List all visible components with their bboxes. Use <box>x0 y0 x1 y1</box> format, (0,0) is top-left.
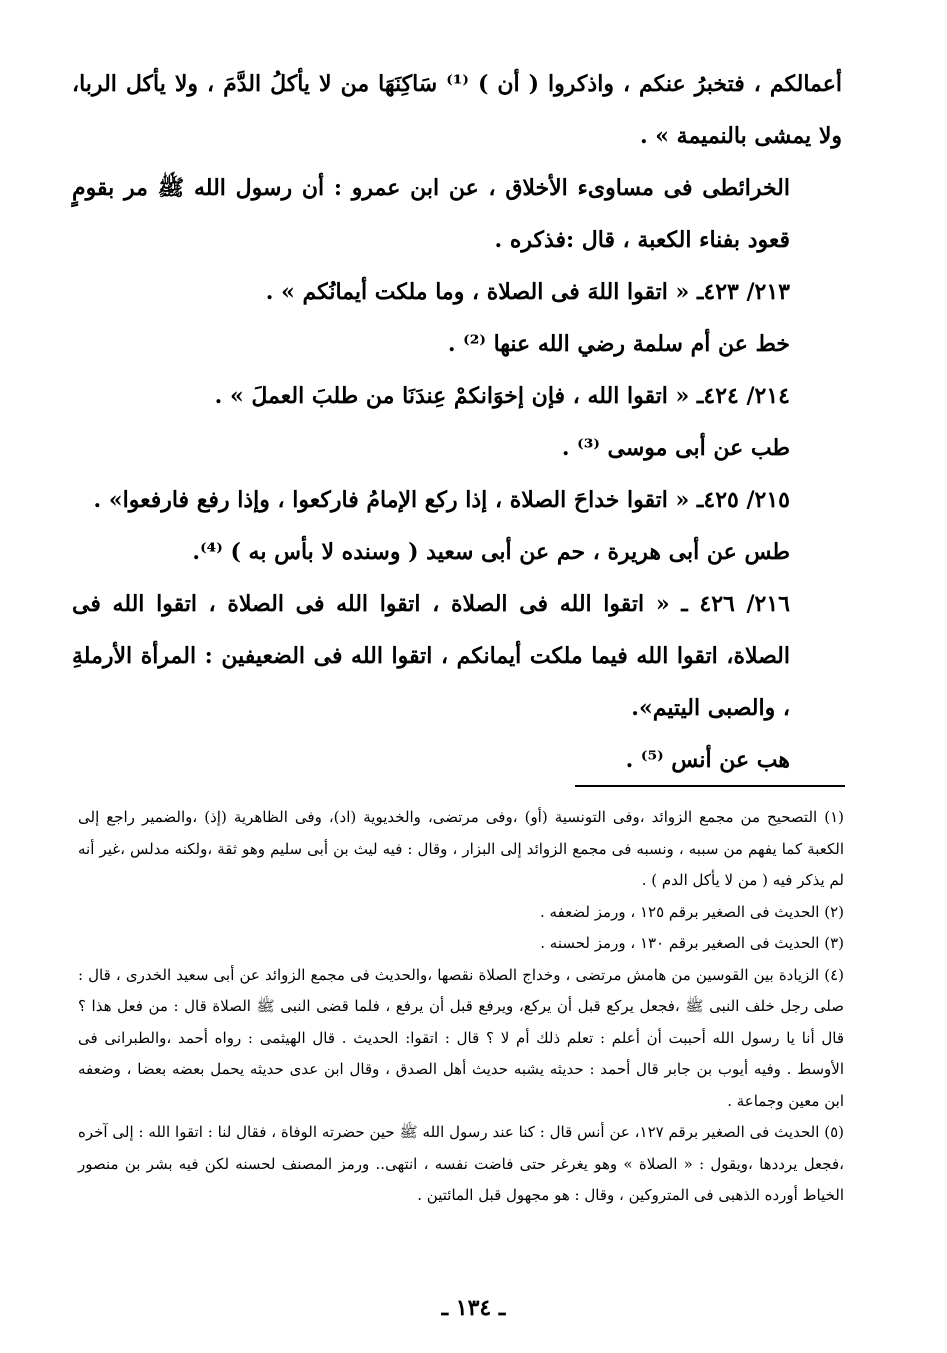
hadith-215: ٢١٥/ ٤٢٥ـ « اتقوا خداحَ الصلاة ، إذا ركع الإمامُ فاركعوا ، وإذا رفع فارفعوا» . <box>93 487 790 513</box>
text-continuation: أعمالكم ، فتخبرُ عنكم ، واذكروا ( أن ) ⁽¹⁾ سَاكِنَهَا من لا يأكلُ الدَّمَ ، ولا يأكل الربا، ولا يمشى بالنميمة » . <box>72 71 842 149</box>
page-number: ـ ١٣٤ ـ <box>441 1295 506 1321</box>
footnote-separator <box>575 785 845 787</box>
footnote-5: (٥) الحديث فى الصغير برقم ١٢٧، عن أنس قال : كنا عند رسول الله ﷺ حين حضرته الوفاة ، فقال لنا : اتقوا الله : إلى آخره ،فجعل يرددها ،ويقول : « الصلاة » وهو يغرغر حتى فاضت نفسه ، انتهى.. ورمز المصنف لحسنه لكن فيه بشر بن منصور الخياط أورده الذهبى فى المتروكين ، وقال : هو مجهول قبل المائتين . <box>78 1123 845 1204</box>
footnote-4: (٤) الزيادة بين القوسين من هامش مرتضى ، وخداج الصلاة نقصها ،والحديث فى مجمع الزوائد عن أبى سعيد الخدرى ، قال : صلى رجل خلف النبى ﷺ ،فجعل يركع قبل أن يركع، ويرفع قبل أن يرفع ، فلما قضى النبى ﷺ الصلاة قال : من فعل هذا ؟ قال أنا يا رسول الله أحببت أن أعلم : تعلم ذلك أم لا ؟ قال : اتقوا: الحديث . قال الهيثمى : رواه أحمد ،والطبرانى فى الأوسط . وفيه أيوب بن جابر قال أحمد : حديثه يشبه حديث أهل الصدق ، وقال ابن عدى حديثه يحمل بعضه بعضا ، وضعفه ابن معين وجماعة . <box>78 965 844 1110</box>
hadith-213: ٢١٣/ ٤٢٣ـ « اتقوا اللهَ فى الصلاة ، وما ملكت أيمانُكم » . <box>265 279 790 305</box>
main-text <box>72 58 842 786</box>
hadith-216-source: هب عن أنس ⁽⁵⁾ . <box>625 747 790 773</box>
footnote-3: (٣) الحديث فى الصغير برقم ١٣٠ ، ورمز لحسنه . <box>540 934 844 952</box>
hadith-214: ٢١٤/ ٤٢٤ـ « اتقوا الله ، فإن إخوَانكمْ عِندَنَا من طلبَ العملَ » . <box>214 383 790 409</box>
hadith-source-intro: الخرائطى فى مساوىء الأخلاق ، عن ابن عمرو : أن رسول الله ﷺ مر بقومٍ قعود بفناء الكعبة ، قال :فذكره . <box>72 175 790 253</box>
hadith-213-source: خط عن أم سلمة رضي الله عنها ⁽²⁾ . <box>447 331 790 357</box>
footnote-2: (٢) الحديث فى الصغير برقم ١٢٥ ، ورمز لضعفه . <box>540 902 844 921</box>
hadith-214-source: طب عن أبى موسى ⁽³⁾ . <box>561 435 790 461</box>
footnotes <box>78 802 844 1212</box>
hadith-216: ٢١٦/ ٤٢٦ ـ « اتقوا الله فى الصلاة ، اتقوا الله فى الصلاة ، اتقوا الله فى الصلاة، اتقوا الله فيما ملكت أيمانكم ، اتقوا الله فى الضعيفين : المرأة الأرملةِ ، والصبى اليتيم». <box>72 591 790 721</box>
hadith-215-source: طس عن أبى هريرة ، حم عن أبى سعيد ( وسنده لا بأس به ) ⁽⁴⁾. <box>192 539 790 565</box>
footnote-1: (١) التصحيح من مجمع الزوائد ،وفى التونسية (أو) ،وفى مرتضى، والخديوية (اد)، وفى الظاهرية (إذ) ،والضمير راجع إلى الكعبة كما يفهم من سببه ، ونسبه فى مجمع الزوائد إلى البزار ، وقال : فيه ليث بن أبى سليم وهو ثقة ،ولكنه مدلس ،غير أنه لم يذكر فيه ( من لا يأكل الدم ) . <box>78 808 844 889</box>
